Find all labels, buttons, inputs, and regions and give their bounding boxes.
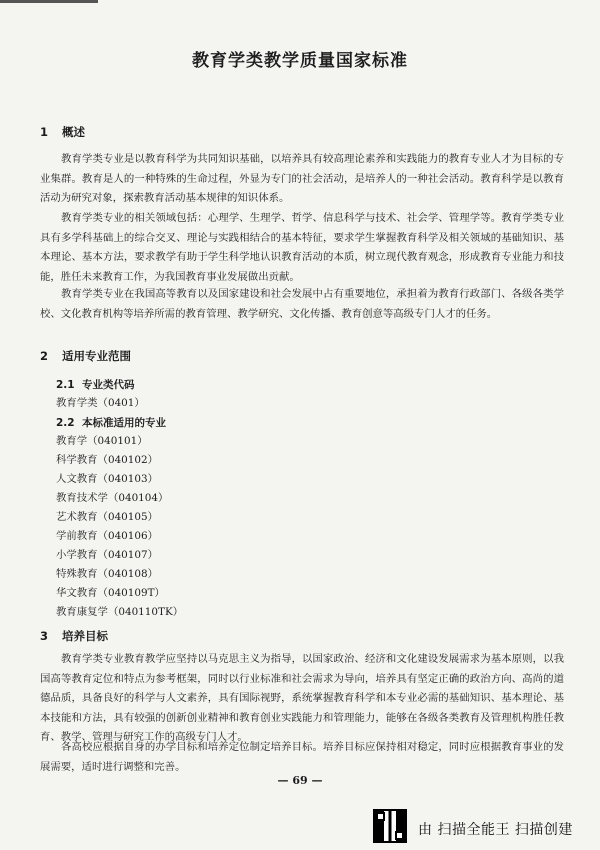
list-item: 人文教育（040103） [56,473,159,485]
paragraph: 各高校应根据自身的办学目标和培养定位制定培养目标。培养目标应保持相对稳定，同时应根据教育事业的发展需要，适时进行调整和完善。 [40,741,564,773]
section-1-heading [40,124,85,140]
list-item: 教育学类（0401） [56,397,145,409]
scanner-watermark: 由 扫描全能王 扫描创建 [418,822,573,838]
list-item: 科学教育（040102） [56,454,159,466]
section-title: 适用专业范围 [62,349,131,363]
list-item: 特殊教育（040108） [56,568,159,580]
page-number: — 69 — [277,774,323,787]
paragraph: 教育学类专业的相关领域包括：心理学、生理学、哲学、信息科学与技术、社会学、管理学等。教育学类专业具有多学科基础上的综合交叉、理论与实践相结合的基本特征，要求学生掌握教育科学及相关领域的基础知识、基本理论、基本方法，要求教学有助于学生科学地认识教育活动的本质，树立现代教育观念，形成教育专业能力和技能，胜任未来教育工作，为我国教育事业发展做出贡献。 [40,212,564,283]
section-2-heading [40,348,131,364]
qr-code-icon [373,809,407,843]
list-item: 艺术教育（040105） [56,511,159,523]
paragraph: 教育学类专业是以教育科学为共同知识基础，以培养具有较高理论素养和实践能力的教育专业人才为目标的专业集群。教育是人的一种特殊的生命过程，外显为专门的社会活动，是培养人的一种社会活动。教育科学是以教育活动为研究对象，探索教育活动基本规律的知识体系。 [40,153,564,204]
subsection-2-2-heading [56,415,166,430]
section-title: 概述 [62,125,85,139]
page-title: 教育学类教学质量国家标准 [192,51,408,71]
subsection-title: 本标准适用的专业 [82,417,166,429]
list-item: 教育学（040101） [56,435,148,447]
subsection-title: 专业类代码 [82,379,135,391]
list-item: 华文教育（040109T） [56,587,165,599]
section-number: 3 [40,629,49,643]
section-3-heading [40,628,108,644]
section-number: 1 [40,125,49,139]
list-item: 小学教育（040107） [56,549,159,561]
subsection-number: 2.2 [56,417,75,429]
list-item: 教育康复学（040110TK） [56,606,184,618]
subsection-2-1-heading [56,377,135,392]
list-item: 学前教育（040106） [56,530,159,542]
section-title: 培养目标 [62,629,108,643]
list-item: 教育技术学（040104） [56,492,169,504]
top-rule [0,0,98,3]
paragraph: 教育学类专业教育教学应坚持以马克思主义为指导，以国家政治、经济和文化建设发展需求为基本原则，以我国高等教育定位和特点为参考框架，同时以行业标准和社会需求为导向，培养具有坚定正确的政治方向、高尚的道德品质，具备良好的科学与人文素养，具有国际视野，系统掌握教育科学和本专业必需的基础知识、基本理论、基本技能和方法，具有较强的创新创业精神和教育创业实践能力和管理能力，能够在各级各类教育及管理机构胜任教育、教学、管理与研究工作的高级专门人才。 [40,653,564,743]
paragraph: 教育学类专业在我国高等教育以及国家建设和社会发展中占有重要地位，承担着为教育行政部门、各级各类学校、文化教育机构等培养所需的教育管理、教学研究、文化传播、教育创意等高级专门人才的任务。 [40,288,564,320]
subsection-number: 2.1 [56,379,75,391]
section-number: 2 [40,349,49,363]
